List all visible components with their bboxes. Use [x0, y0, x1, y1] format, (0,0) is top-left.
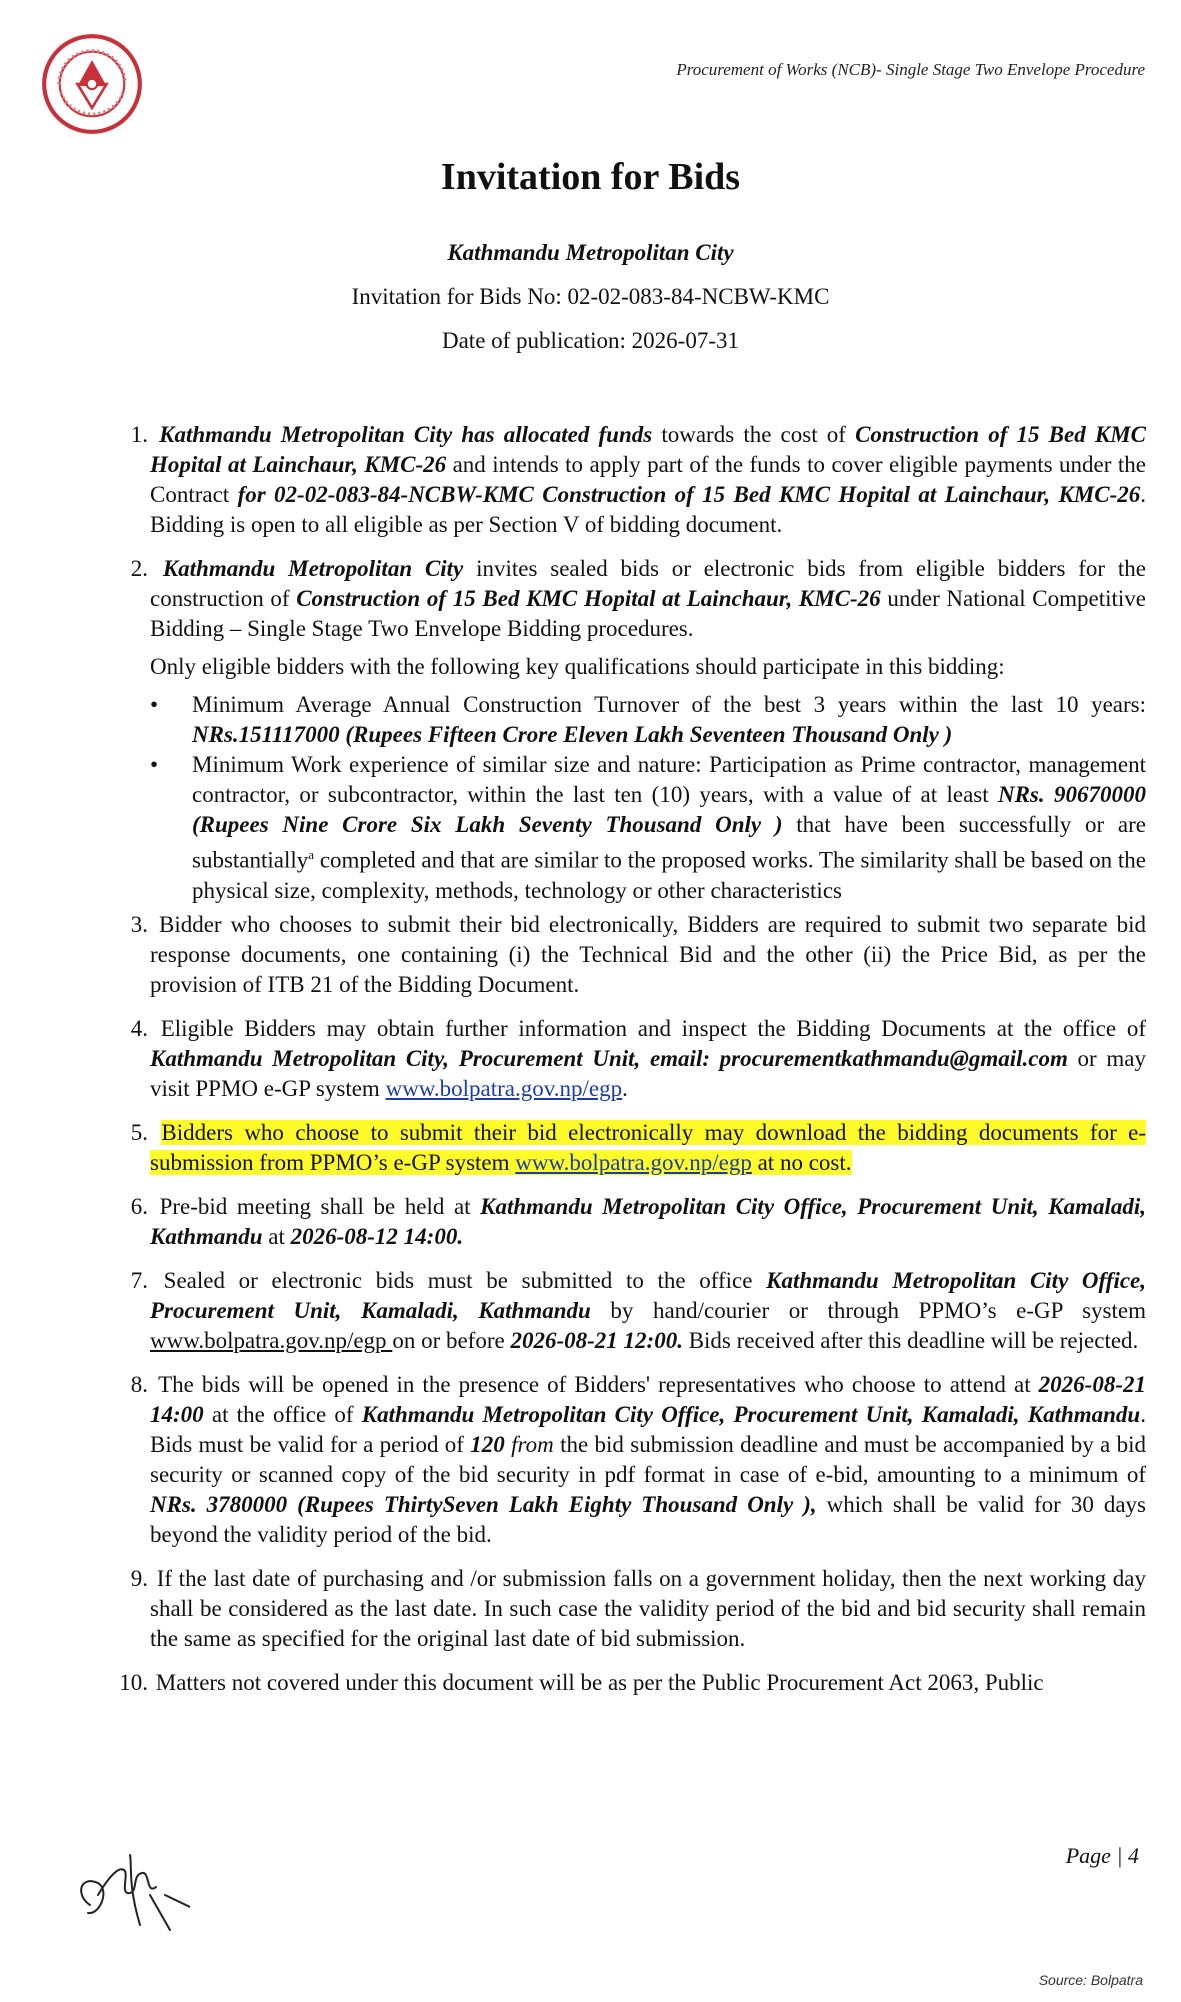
egp-link[interactable]: www.bolpatra.gov.np/egp [515, 1149, 752, 1175]
header-doc-type: Procurement of Works (NCB)- Single Stage Two Envelope Procedure [676, 60, 1145, 79]
clause-text: 2026-08-21 12:00. [510, 1327, 683, 1353]
organization-name: Kathmandu Metropolitan City [447, 240, 734, 265]
clause-text: Kathmandu Metropolitan City Office, Procurement Unit, Kamaladi, Kathmandu [150, 1267, 1147, 1323]
clause-text: under National Competitive Bidding – Single Stage Two Envelope Bidding procedures. [150, 586, 1146, 641]
clause-text: Construction of 15 Bed KMC Hopital at Lainchaur, KMC-26 [296, 586, 881, 611]
clause-2-qualifications-intro: Only eligible bidders with the following key qualifications should participate in this bidding: [150, 654, 1005, 679]
clause-3 [96, 910, 1146, 1000]
clause-2 [96, 554, 1146, 644]
clause-number: 4. [130, 1015, 148, 1041]
clause-text: Construction of 15 Bed KMC Hopital at Lainchaur, KMC-26 [150, 422, 1147, 477]
clause-text: by hand/courier or through PPMO’s e-GP system [590, 1297, 1146, 1323]
qualification-text: that have been successfully or are substantially [192, 812, 1146, 873]
clause-text: . Bidding is open to all eligible as per Section V of bidding document. [150, 482, 1146, 537]
clause-text: Bids received after this deadline will be rejected. [682, 1327, 1139, 1353]
clause-text: from [511, 1431, 554, 1457]
clause-number: 5. [130, 1119, 148, 1145]
qualification-text: Minimum Average Annual Construction Turnover of the best 3 years within the last 10 years: [192, 692, 1146, 717]
clause-text: invites sealed bids or electronic bids from eligible bidders for the construction of [150, 556, 1146, 611]
clause-number: 2. [130, 556, 148, 581]
qualification-text: NRs. 90670000 (Rupees Nine Crore Six Lakh Seventy Thousand Only ) [192, 782, 1146, 837]
clause-text: The bids will be opened in the presence of Bidders' representatives who choose to attend at [158, 1371, 1039, 1397]
qualification-text: completed and that are similar to the proposed works. The similarity shall be based on the physical size, complexity, methods, technology or other characteristics [192, 847, 1146, 903]
clause-text: towards the cost of [652, 422, 856, 447]
egp-link[interactable]: www.bolpatra.gov.np/egp [385, 1075, 623, 1101]
qualification-list [150, 690, 1146, 906]
clause-7 [96, 1266, 1146, 1356]
clause-number: 8. [130, 1371, 148, 1397]
handwritten-signature-icon [70, 1835, 190, 1945]
kmc-seal-logo-icon [40, 32, 144, 136]
clause-10 [96, 1668, 1146, 1698]
clause-number: 3. [130, 911, 148, 937]
clause-6 [96, 1192, 1146, 1252]
qualification-item [150, 690, 1146, 750]
clause-text: the bid submission deadline and must be accompanied by a bid security or scanned copy of the bid security in pdf format in case of e-bid, amounting to a minimum of [150, 1431, 1146, 1487]
clause-text: . Bids must be valid for a period of [150, 1401, 1146, 1457]
qualification-text: Minimum Work experience of similar size and nature: Participation as Prime contractor, management contractor, or subcontractor, within the last ten (10) years, with a value of at least [192, 752, 1146, 807]
clause-1 [96, 420, 1146, 540]
clause-text: Bidder who chooses to submit their bid electronically, Bidders are required to submit two separate bid response documents, one containing (i) the Technical Bid and the other (ii) the Price Bid, as per the provision of ITB 21 of the Bidding Document. [150, 911, 1147, 997]
clause-text: Kathmandu Metropolitan City Office, Procurement Unit, Kamaladi, Kathmandu [150, 1193, 1146, 1249]
footnote-marker: a [308, 847, 315, 862]
clause-text: at the office of [203, 1401, 362, 1427]
clause-text: If the last date of purchasing and /or submission falls on a government holiday, then the next working day shall be considered as the last date. In such case the validity period of the bid and bid security shall remain the same as specified for the original last date of bid submission. [150, 1565, 1147, 1651]
page-number: Page | 4 [1065, 1843, 1139, 1868]
clause-text: Kathmandu Metropolitan City [162, 556, 464, 581]
clause-number: 1. [130, 422, 148, 447]
clause-text: Matters not covered under this document will be as per the Public Procurement Act 2063, Public [155, 1669, 1044, 1695]
clause-number: 9. [130, 1565, 148, 1591]
clause-text: at no cost. [751, 1149, 852, 1175]
clause-5 [96, 1118, 1146, 1178]
clause-text: NRs. 3780000 (Rupees ThirtySeven Lakh Eighty Thousand Only ), [150, 1491, 817, 1517]
clause-text: 2026-08-12 14:00. [290, 1223, 464, 1249]
clause-text: Bidders who choose to submit their bid electronically may download the bidding documents for e-submission from PPMO’s e-GP system [150, 1119, 1147, 1175]
clause-text: which shall be valid for 30 days beyond the validity period of the bid. [150, 1491, 1147, 1547]
clause-8 [96, 1370, 1146, 1550]
bid-clauses [96, 420, 1146, 1712]
clause-text: Eligible Bidders may obtain further information and inspect the Bidding Documents at the office of [160, 1015, 1146, 1041]
clause-text: Kathmandu Metropolitan City Office, Procurement Unit, Kamaladi, Kathmandu [361, 1401, 1141, 1427]
qualification-item [150, 750, 1146, 906]
clause-text: Sealed or electronic bids must be submitted to the office [163, 1267, 767, 1293]
source-credit: Source: Bolpatra [1038, 1972, 1143, 1988]
clause-text: or may visit PPMO e-GP system [150, 1045, 1146, 1101]
clause-text: on or before [392, 1327, 511, 1353]
clause-text: and intends to apply part of the funds to cover eligible payments under the Contract [150, 452, 1146, 507]
clause-text: at [262, 1223, 291, 1249]
clause-9 [96, 1564, 1146, 1654]
clause-4 [96, 1014, 1146, 1104]
bullet-icon: • [150, 692, 159, 717]
bullet-icon: • [150, 752, 159, 777]
clause-text: Kathmandu Metropolitan City has allocated funds [159, 422, 653, 447]
clause-text: . [622, 1075, 628, 1101]
clause-number: 10. [119, 1669, 148, 1695]
publication-date: Date of publication: 2026-07-31 [441, 328, 739, 353]
egp-link[interactable]: www.bolpatra.gov.np/egp [150, 1327, 393, 1353]
page-title: Invitation for Bids [440, 156, 741, 198]
clause-text: 2026-08-21 14:00 [150, 1371, 1146, 1427]
qualification-text: NRs.151117000 (Rupees Fifteen Crore Eleven Lakh Seventeen Thousand Only ) [192, 722, 953, 747]
highlighted-text [150, 1120, 1146, 1175]
clause-number: 7. [130, 1267, 148, 1293]
clause-text: 120 [470, 1431, 512, 1457]
clause-number: 6. [130, 1193, 148, 1219]
ifb-number: Invitation for Bids No: 02-02-083-84-NCBW-KMC [351, 284, 830, 309]
clause-text: Kathmandu Metropolitan City, Procurement Unit, email: procurementkathmandu@gmail.com [150, 1045, 1068, 1071]
clause-text: Pre-bid meeting shall be held at [159, 1193, 481, 1219]
clause-text: for 02-02-083-84-NCBW-KMC Construction of 15 Bed KMC Hopital at Lainchaur, KMC-26 [237, 482, 1141, 507]
